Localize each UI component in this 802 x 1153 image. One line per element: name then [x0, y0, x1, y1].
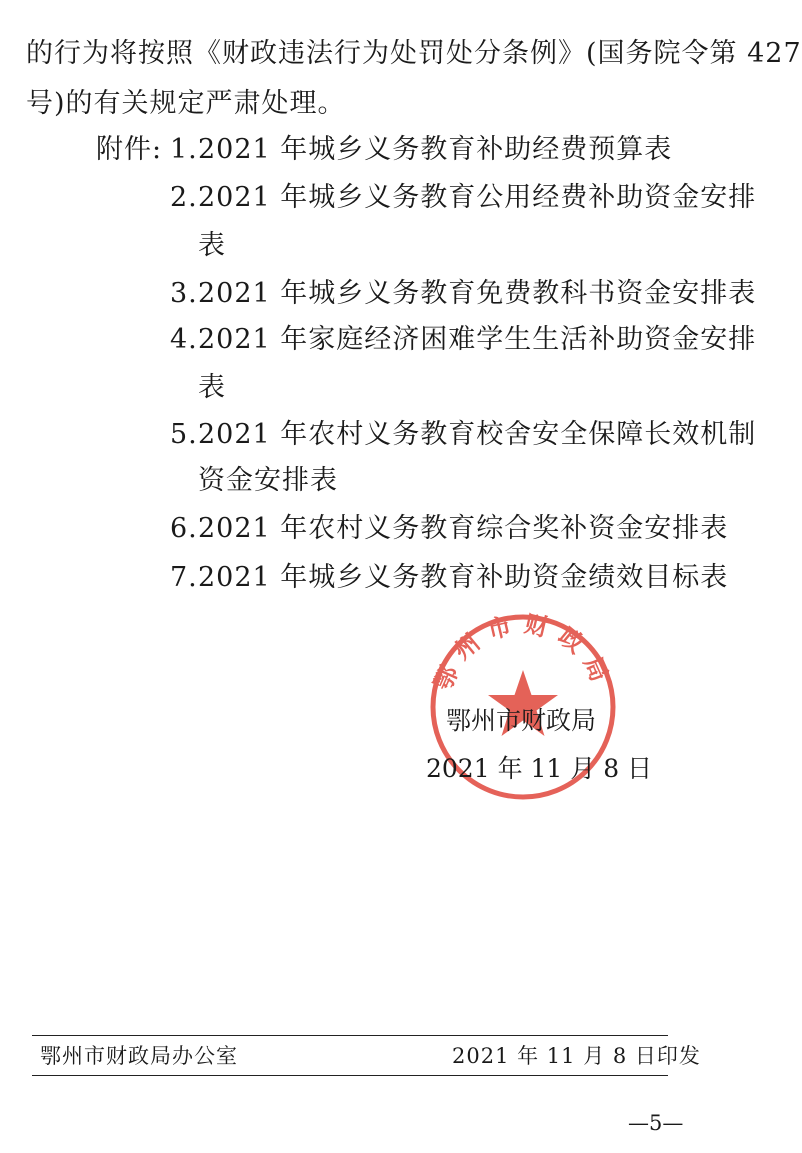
signature-org: 鄂州市财政局: [446, 706, 597, 735]
attachment-title-continuation: 资金安排表: [198, 465, 338, 496]
attachment-title: 2021 年城乡义务教育免费教科书资金安排表: [198, 278, 757, 309]
signature-date: 2021 年 11 月 8 日: [426, 754, 653, 783]
footer-rule-top: [32, 1035, 668, 1036]
paragraph-line-2: 号)的有关规定严肃处理。: [26, 88, 346, 119]
attachments-label: 附件:: [96, 134, 163, 165]
paragraph-line-1: 的行为将按照《财政违法行为处罚处分条例》(国务院令第 427: [26, 38, 802, 69]
footer-issuer: 鄂州市财政局办公室: [40, 1044, 238, 1068]
attachment-title: 2021 年农村义务教育校舍安全保障长效机制: [198, 419, 757, 450]
attachment-title: 2021 年城乡义务教育公用经费补助资金安排: [198, 182, 757, 213]
attachment-title-continuation: 表: [198, 372, 226, 403]
attachment-title: 2021 年农村义务教育综合奖补资金安排表: [198, 513, 729, 544]
footer-rule-bottom: [32, 1075, 668, 1076]
attachment-number: 6.: [170, 513, 198, 544]
footer-date: 2021 年 11 月 8 日印发: [452, 1044, 701, 1068]
attachment-number: 5.: [170, 419, 198, 450]
attachment-title-continuation: 表: [198, 230, 226, 261]
attachment-title: 2021 年城乡义务教育补助经费预算表: [198, 134, 673, 165]
attachment-number: 3.: [170, 278, 198, 309]
attachment-title: 2021 年城乡义务教育补助资金绩效目标表: [198, 562, 729, 593]
seal-text: 鄂州市财政局: [430, 612, 616, 695]
attachment-number: 1.: [170, 134, 198, 165]
attachment-number: 7.: [170, 562, 198, 593]
attachment-number: 4.: [170, 324, 198, 355]
attachment-number: 2.: [170, 182, 198, 213]
attachment-title: 2021 年家庭经济困难学生生活补助资金安排: [198, 324, 757, 355]
page-number: —5—: [628, 1111, 684, 1135]
